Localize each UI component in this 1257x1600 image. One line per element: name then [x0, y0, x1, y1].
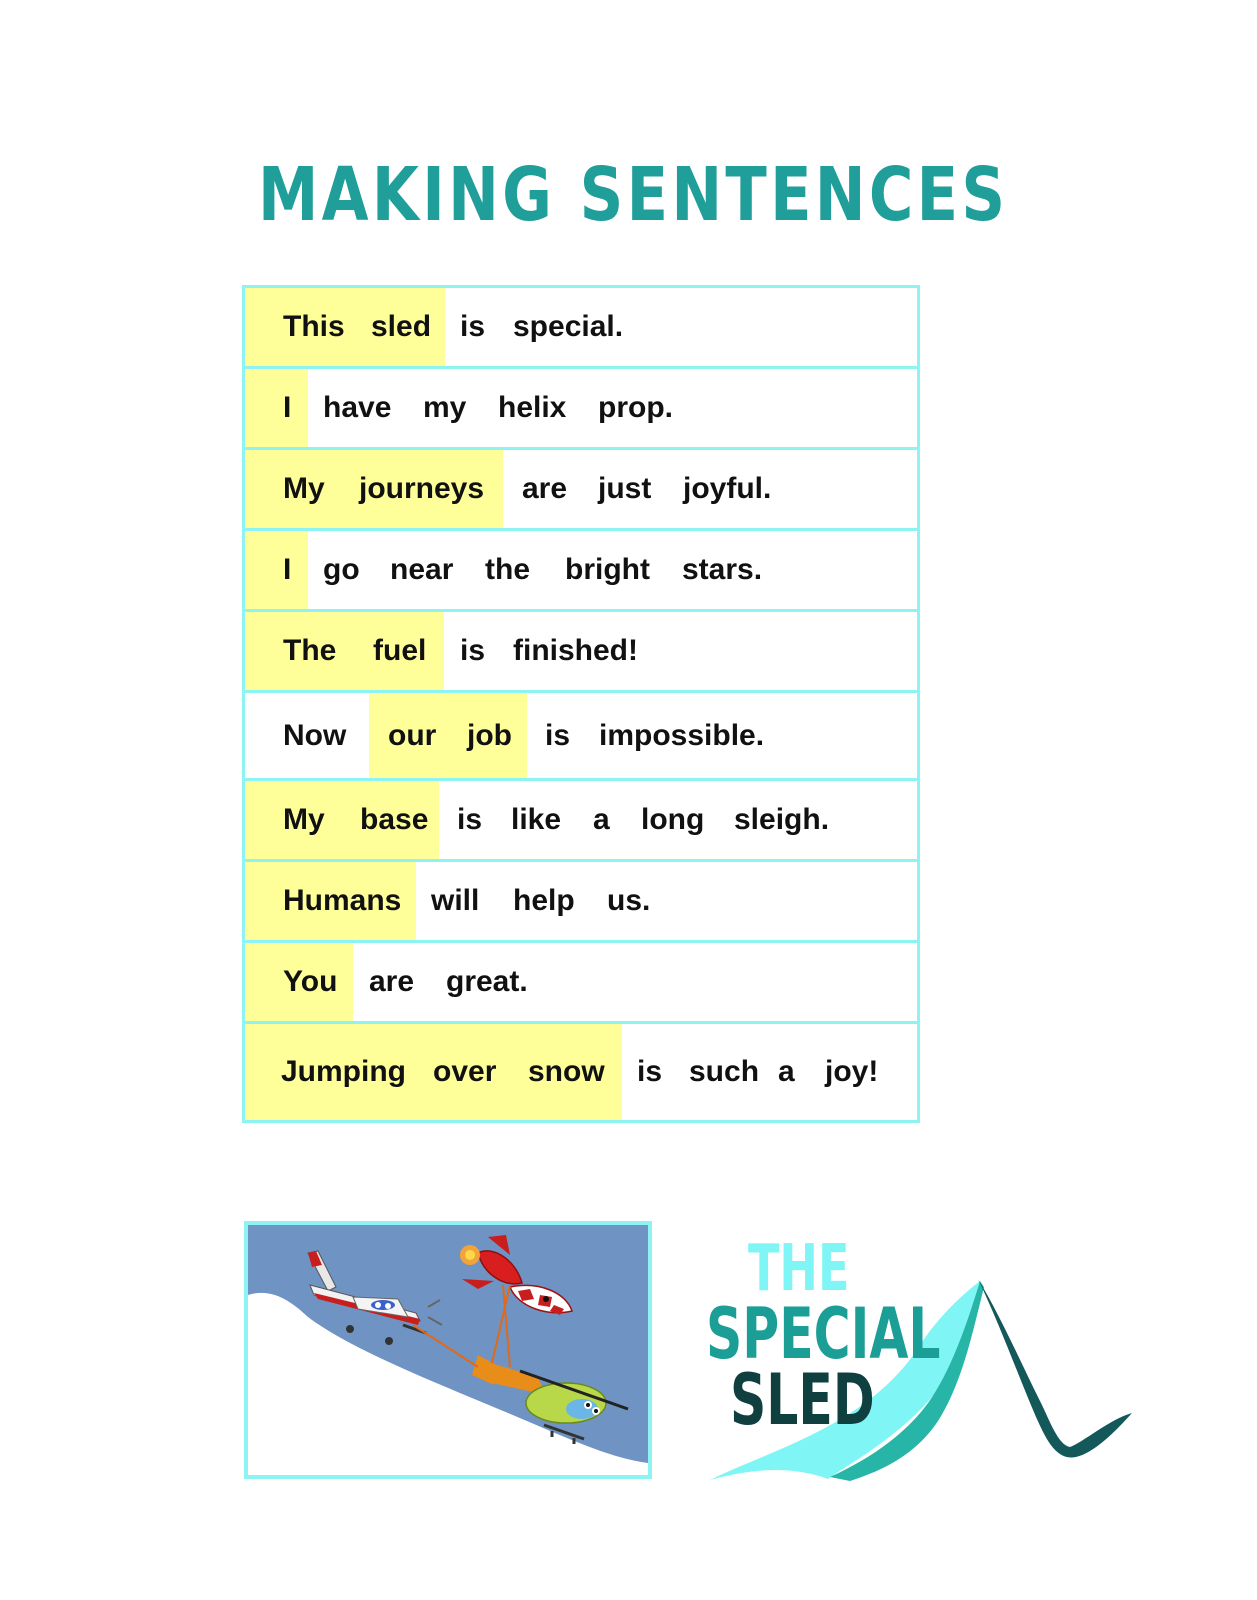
sled-scene-image — [248, 1225, 648, 1475]
word: is — [545, 718, 571, 752]
word: fuel — [373, 634, 427, 667]
word: special. — [513, 310, 624, 343]
word: stars. — [682, 553, 763, 586]
word: bright — [565, 553, 650, 586]
word: such — [689, 1055, 760, 1088]
word: over — [433, 1055, 497, 1088]
sentence-row — [245, 781, 917, 862]
word: joy! — [825, 1055, 879, 1088]
word: are — [522, 472, 568, 505]
word: near — [390, 553, 454, 586]
word: my — [423, 391, 467, 424]
word: prop. — [598, 391, 673, 424]
word: long — [641, 803, 705, 836]
word: go — [323, 553, 360, 586]
sentence-row — [245, 531, 917, 612]
sentence-row — [245, 693, 917, 781]
logo-line-sled: SLED — [730, 1359, 875, 1441]
word: Humans — [283, 884, 402, 917]
special-sled-logo — [700, 1225, 1140, 1495]
sled-illustration — [244, 1221, 652, 1479]
sentence-row — [245, 450, 917, 531]
sentence-row — [245, 612, 917, 693]
word: the — [485, 553, 530, 586]
word: impossible. — [599, 718, 765, 752]
word: great. — [446, 965, 528, 998]
word: have — [323, 391, 392, 424]
word: is — [460, 634, 486, 667]
subject-highlight — [245, 531, 308, 609]
sentence-row — [245, 943, 917, 1024]
word: snow — [528, 1055, 605, 1088]
word: My — [283, 803, 325, 836]
sentence-row — [245, 369, 917, 450]
word: My — [283, 472, 325, 505]
word: is — [460, 310, 486, 343]
word: sled — [371, 310, 432, 343]
word: journeys — [359, 472, 485, 505]
sentence-row — [245, 288, 917, 369]
word: I — [283, 391, 292, 424]
word: just — [598, 472, 652, 505]
word: The — [283, 634, 337, 667]
sentence-row — [245, 1024, 917, 1120]
subject-highlight — [245, 369, 308, 447]
logo-line-special: SPECIAL — [706, 1293, 941, 1375]
sentence-row — [245, 862, 917, 943]
word: like — [511, 803, 562, 836]
word: will — [431, 884, 480, 917]
word: Jumping — [281, 1055, 406, 1088]
word: This — [283, 310, 345, 343]
word: base — [360, 803, 429, 836]
word: are — [369, 965, 415, 998]
word: is — [637, 1055, 663, 1088]
word: You — [283, 965, 338, 998]
word: joyful. — [683, 472, 772, 505]
logo-line-the: THE — [748, 1232, 850, 1306]
word: us. — [607, 884, 651, 917]
word: I — [283, 553, 292, 586]
word: a — [593, 803, 610, 836]
page-title: MAKING SENTENCES — [258, 152, 1009, 238]
word: sleigh. — [734, 803, 830, 836]
word: helix — [498, 391, 567, 424]
word: a — [778, 1055, 795, 1088]
word: Now — [283, 718, 347, 752]
word: our — [388, 718, 437, 752]
word: finished! — [513, 634, 638, 667]
word: job — [467, 718, 512, 752]
word: help — [513, 884, 575, 917]
sentence-table — [242, 285, 920, 1123]
word: is — [457, 803, 483, 836]
